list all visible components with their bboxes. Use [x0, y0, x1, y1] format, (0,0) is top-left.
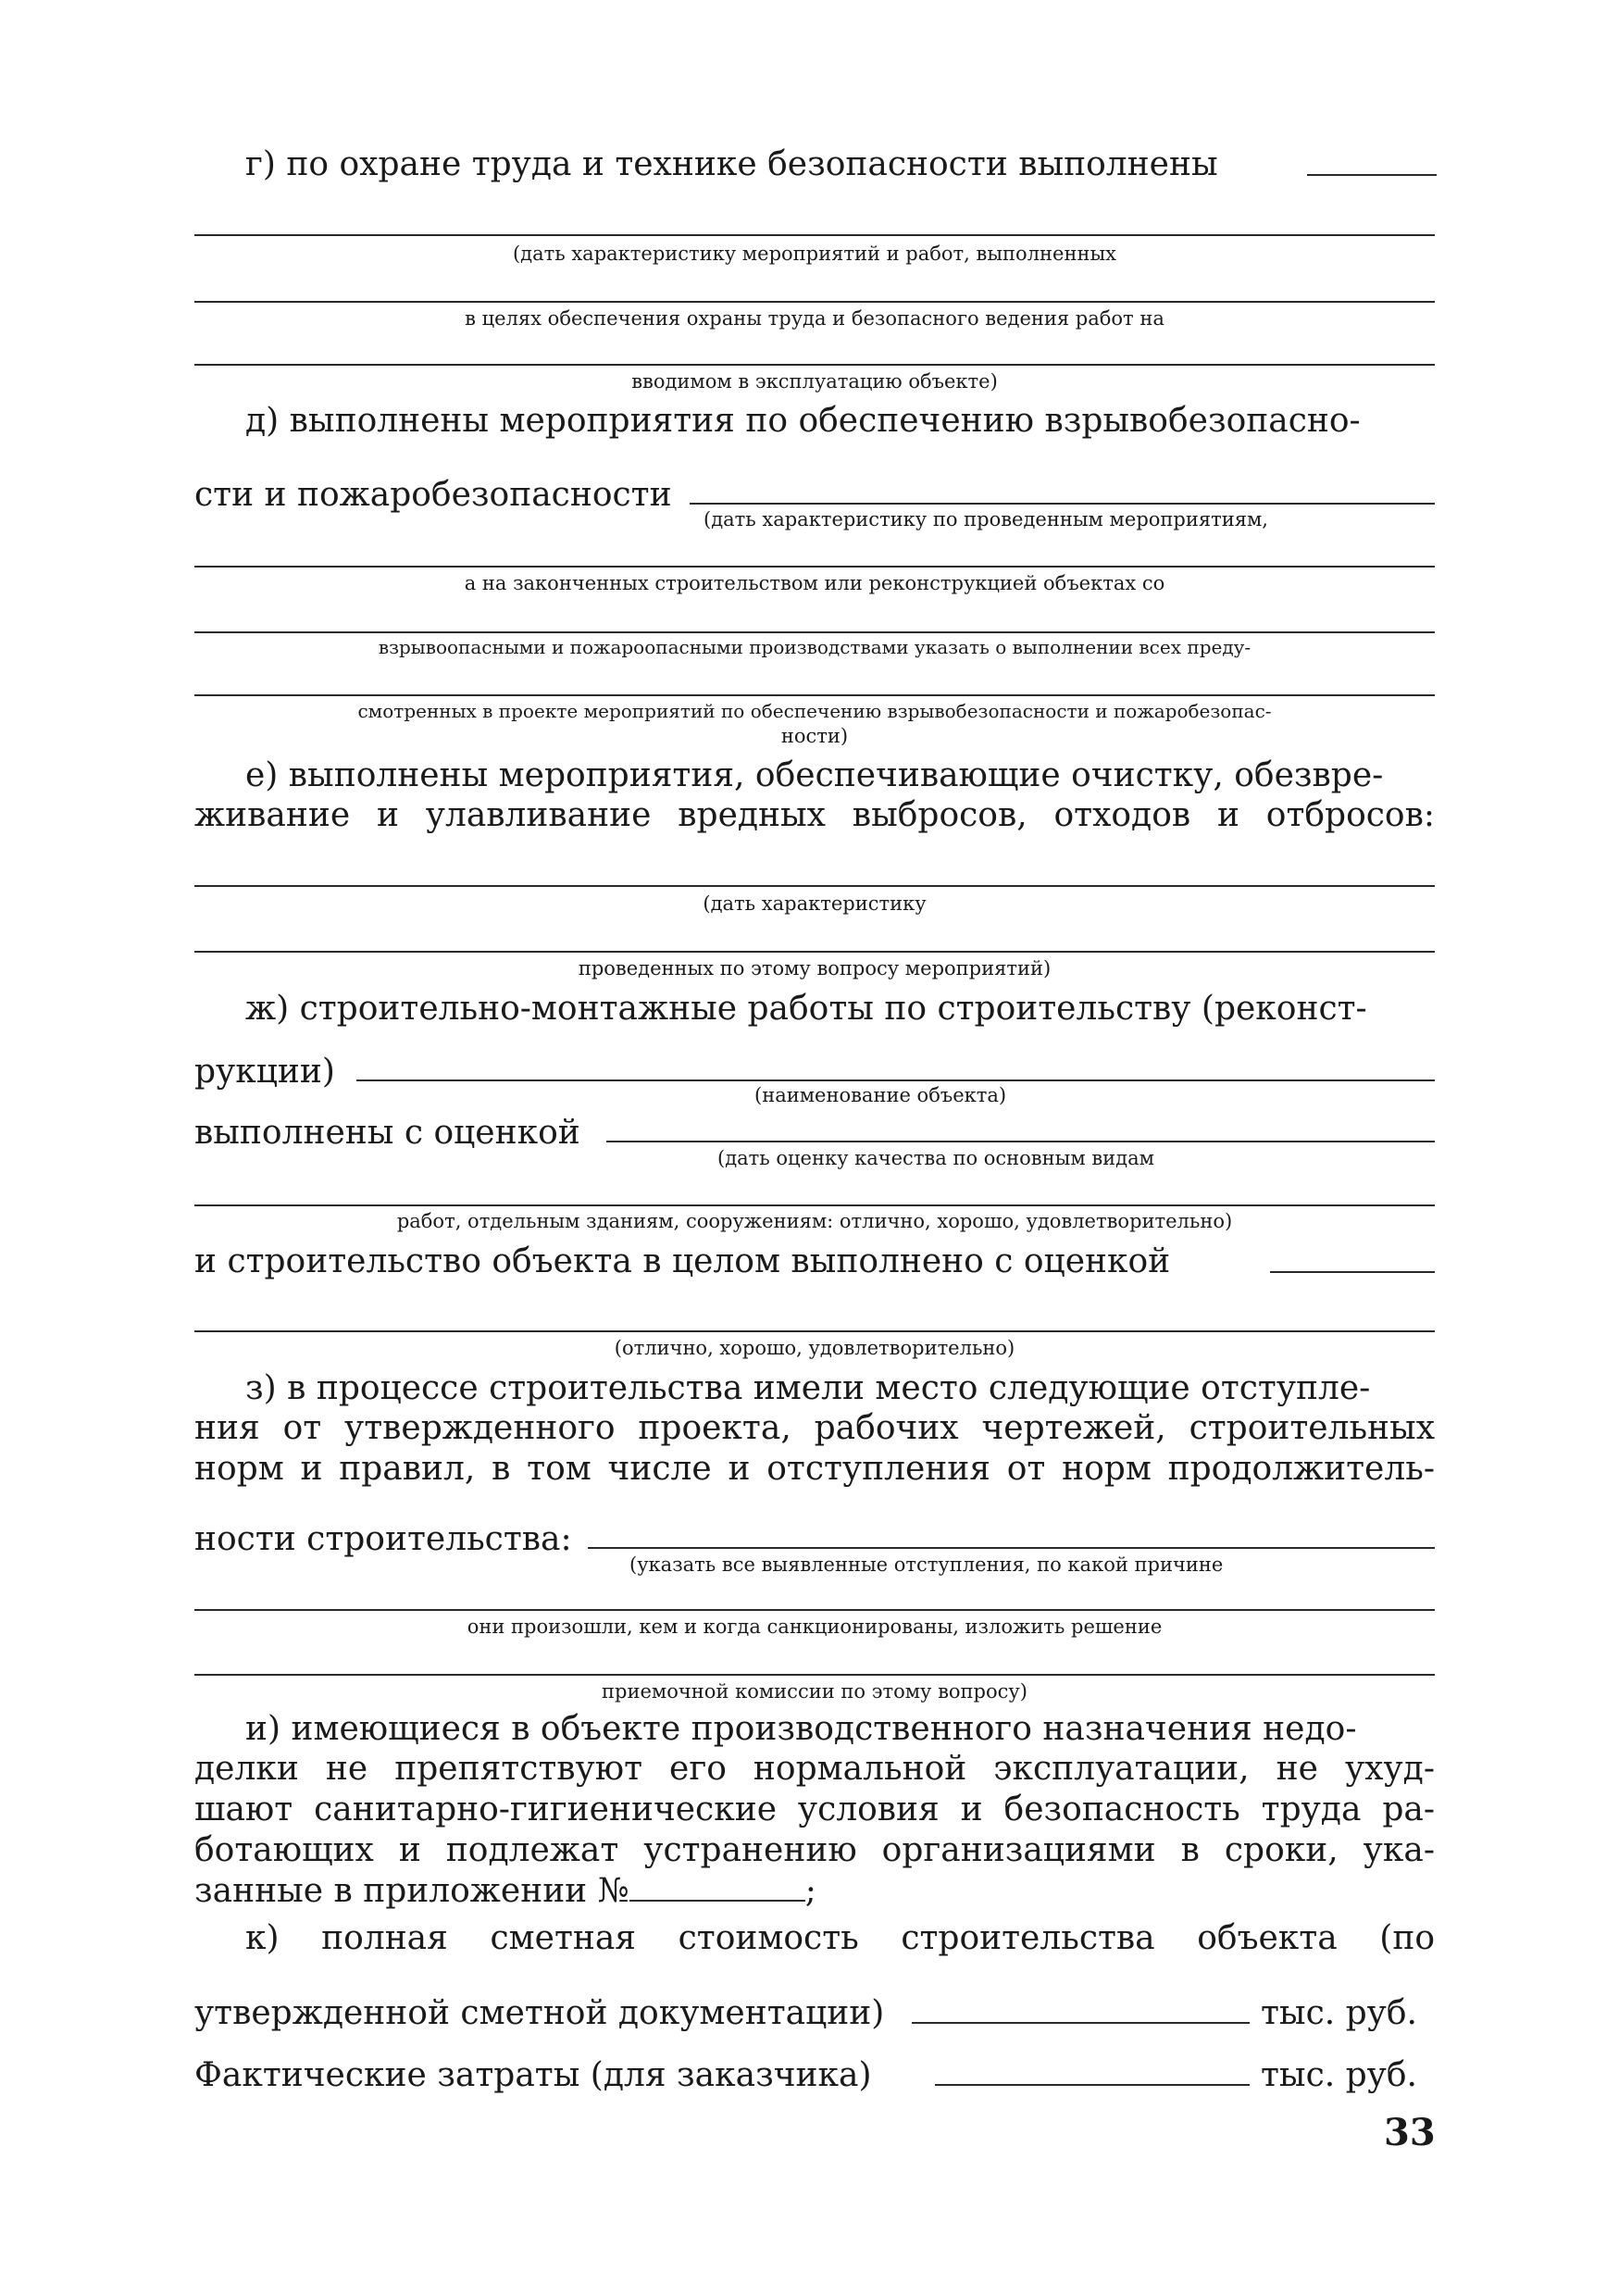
fill-line — [356, 1079, 1435, 1081]
section-k-line3: Фактические затраты (для заказчика) — [194, 2056, 872, 2094]
section-i-line2: делки не препятствуют его нормальной эксплуатации, не ухуд- — [194, 1750, 1435, 1788]
section-zh-note3: работ, отдельным зданиям, сооружениям: отлично, хорошо, удовлетворительно) — [396, 1210, 1233, 1232]
section-e-note1: (дать характеристику — [703, 892, 927, 915]
section-zh-note2: (дать оценку качества по основным видам — [717, 1147, 1154, 1169]
section-d-note5: ности) — [780, 725, 849, 747]
fill-line — [194, 364, 1435, 366]
fill-line — [194, 694, 1435, 696]
section-k-unit1: тыс. руб. — [1261, 1994, 1417, 2032]
fill-line — [194, 631, 1435, 633]
section-z-line1: з) в процессе строительства имели место следующие отступле- — [245, 1369, 1371, 1407]
section-d-note1: (дать характеристику по проведенным мероприятиям, — [704, 508, 1268, 530]
section-d-line1: д) выполнены мероприятия по обеспечению взрывобезопасно- — [245, 402, 1361, 440]
section-z-note3: приемочной комиссии по этому вопросу) — [602, 1680, 1027, 1703]
page-number: 33 — [1384, 2111, 1436, 2154]
section-d-line2: сти и пожаробезопасности — [194, 476, 672, 514]
section-g-line1: г) по охране труда и технике безопасности выполнены — [245, 145, 1218, 183]
section-e-line1: е) выполнены мероприятия, обеспечивающие очистку, обезвре- — [245, 756, 1384, 794]
section-z-line4: ности строительства: — [194, 1520, 572, 1558]
section-e-note2: проведенных по этому вопросу мероприятий) — [578, 957, 1052, 980]
section-g-note1: (дать характеристику мероприятий и работ, выполненных — [512, 243, 1117, 265]
fill-line — [1270, 1271, 1435, 1273]
fill-line — [194, 566, 1435, 568]
fill-line — [194, 885, 1435, 887]
fill-line — [629, 1900, 805, 1902]
fill-line — [194, 301, 1435, 303]
fill-line — [194, 234, 1435, 236]
fill-line — [935, 2084, 1250, 2086]
section-zh-note1: (наименование объекта) — [754, 1084, 1007, 1106]
section-k-unit2: тыс. руб. — [1261, 2056, 1417, 2094]
section-i-line5-start: занные в приложении № — [194, 1872, 629, 1910]
section-e-line2: живание и улавливание вредных выбросов, отходов и отбросов: — [194, 796, 1435, 834]
section-d-note4: смотренных в проекте мероприятий по обеспечению взрывобезопасности и пожаробезопас- — [357, 700, 1272, 722]
section-d-note3: взрывоопасными и пожароопасными производствами указать о выполнении всех преду- — [378, 636, 1252, 658]
fill-line — [194, 1674, 1435, 1676]
section-i-line1: и) имеющиеся в объекте производственного назначения недо- — [245, 1710, 1357, 1748]
fill-line — [194, 1609, 1435, 1611]
section-i-line4: ботающих и подлежат устранению организациями в сроки, ука- — [194, 1831, 1435, 1869]
section-z-note1: (указать все выявленные отступления, по какой причине — [629, 1554, 1224, 1576]
fill-line — [912, 2022, 1250, 2024]
fill-line — [606, 1141, 1435, 1142]
fill-line — [194, 951, 1435, 953]
section-i-line5 — [194, 1872, 816, 1910]
section-zh-line1: ж) строительно-монтажные работы по строительству (реконст- — [245, 990, 1367, 1028]
fill-line — [194, 1204, 1435, 1206]
section-z-note2: они произошли, кем и когда санкционированы, изложить решение — [467, 1616, 1163, 1638]
fill-line — [690, 503, 1435, 505]
section-zh-line3: выполнены с оценкой — [194, 1114, 580, 1152]
section-z-line2: ния от утвержденного проекта, рабочих чертежей, строительных — [194, 1409, 1435, 1447]
section-zh-note4: (отлично, хорошо, удовлетворительно) — [614, 1337, 1015, 1359]
fill-line — [1307, 174, 1437, 176]
section-d-note2: а на законченных строительством или реконструкцией объектах со — [464, 572, 1165, 594]
section-z-line3: норм и правил, в том числе и отступления от норм продолжитель- — [194, 1450, 1435, 1488]
section-zh-line2: рукции) — [194, 1053, 335, 1091]
section-k-line2: утвержденной сметной документации) — [194, 1994, 885, 2032]
section-g-note3: вводимом в эксплуатацию объекте) — [631, 370, 998, 393]
section-i-line5-end: ; — [804, 1872, 816, 1910]
section-i-line3: шают санитарно-гигиенические условия и безопасность труда ра- — [194, 1791, 1435, 1828]
section-zh-line4: и строительство объекта в целом выполнено с оценкой — [194, 1242, 1171, 1280]
section-k-line1: к) полная сметная стоимость строительства объекта (по — [245, 1919, 1435, 1957]
fill-line — [588, 1547, 1435, 1549]
section-g-note2: в целях обеспечения охраны труда и безопасного ведения работ на — [465, 307, 1164, 330]
fill-line — [194, 1330, 1435, 1332]
